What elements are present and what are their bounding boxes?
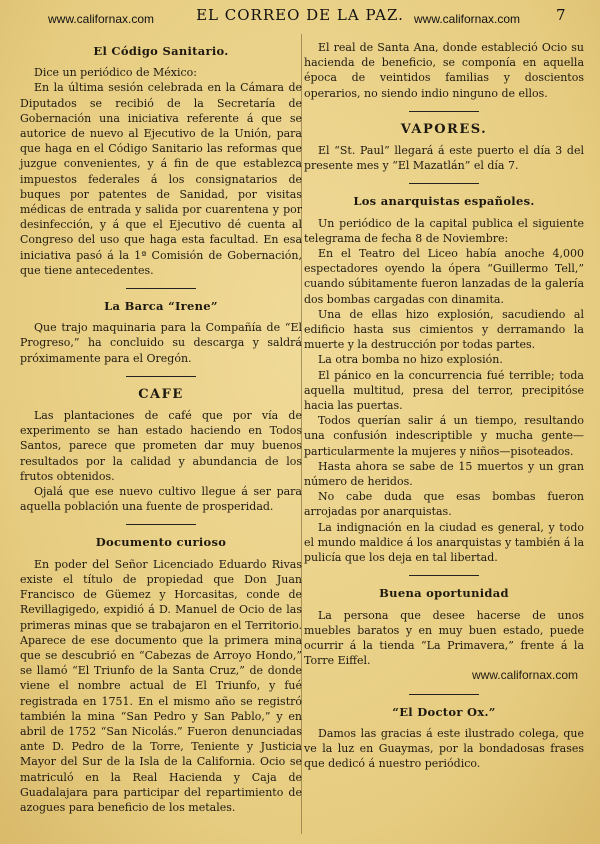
section-rule	[409, 575, 479, 576]
left-column	[20, 40, 302, 815]
article-paragraph: La otra bomba no hizo explosión.	[318, 353, 503, 367]
article-heading-documento: Documento curioso	[95, 535, 227, 550]
article-paragraph: Damos las gracias á este ilustrado colega, que ve la luz en Guaymas, por la bondadosas frases que dedicó á nuestro periódico.	[304, 726, 584, 771]
article-heading-barca: La Barca “Irene”	[104, 299, 218, 314]
section-rule	[409, 694, 479, 695]
section-rule	[126, 376, 196, 377]
article-paragraph: Hasta ahora se sabe de 15 muertos y un gran número de heridos.	[304, 459, 584, 489]
page-number: 7	[556, 6, 566, 24]
article-heading-codigo: El Código Sanitario.	[93, 44, 229, 58]
section-rule	[126, 288, 196, 289]
article-paragraph: La indignación en la ciudad es general, y todo el mundo maldice á los anarquistas y también á la pulicía que los deja en tal libertad.	[304, 520, 584, 565]
article-paragraph: Todos querían salir á un tiempo, resultando una confusión indescriptible y mucha gente—particularmente la mujeres y niños—pisoteados.	[304, 414, 584, 458]
article-paragraph: En el Teatro del Liceo había anoche 4,000 espectadores oyendo la ópera “Guillermo Tell,” cuando súbitamente fueron lanzadas de la galería dos bombas cargadas con dinamita.	[304, 247, 584, 306]
article-paragraph: Las plantaciones de café que por vía de experimento se han estado haciendo en Todos Santos, parece que prometen dar muy buenos resultados por la calidad y abundancia de los frutos obtenidos.	[20, 409, 302, 483]
section-rule	[126, 524, 196, 525]
newspaper-title: EL CORREO DE LA PAZ.	[196, 6, 404, 24]
article-paragraph: Un periódico de la capital publica el siguiente telegrama de fecha 8 de Noviembre:	[304, 216, 584, 245]
article-paragraph: Dice un periódico de México:	[34, 66, 197, 80]
article-paragraph: El “St. Paul” llegará á este puerto el día 3 del presente mes y “El Mazatlán” el día 7.	[304, 144, 584, 173]
article-paragraph: Que trajo maquinaria para la Compañía de “El Progreso,” ha concluido su descarga y saldrá próximamente para el Oregón.	[20, 321, 302, 365]
article-paragraph: El real de Santa Ana, donde estableció Ocio su hacienda de beneficio, se componía en aquella época de veintidos familias y doscientos operarios, no siendo indio ninguno de ellos.	[304, 41, 584, 100]
article-heading-anarquistas: Los anarquistas españoles.	[353, 194, 535, 209]
section-rule	[409, 111, 479, 112]
article-paragraph: La persona que desee hacerse de unos muebles baratos y en muy buen estado, puede ocurrir á la tienda “La Primavera,” frente á la Torre Eiffel.	[304, 608, 584, 668]
article-heading-doctor: “El Doctor Ox.”	[392, 704, 496, 719]
article-paragraph: Una de ellas hizo explosión, sacudiendo al edificio hasta sus cimientos y derramando la muerte y la destrucción por todas partes.	[304, 307, 584, 352]
article-heading-oportunidad: Buena oportunidad	[379, 586, 509, 601]
article-heading-vapores: VAPORES.	[400, 121, 488, 137]
article-paragraph: En la última sesión celebrada en la Cámara de Diputados se recibió de la Secretaría de Gobernación una iniciativa referente á que se autorice de nuevo al Ejecutivo de la Unión, para que haga en el Código Sanitario las reformas que juzgue convenientes, y á fin de que establezca impuestos federales á los consignatarios de buques por patentes de Sanidad, por visitas médicas de entrada y salida por cuarentena y por desinfección, y á que el Ejecutivo dé cuenta al Congreso del uso que haga esta facultad. En esa iniciativa pasó á la 1ª Comisión de Gobernación, que tiene antecedentes.	[20, 81, 302, 277]
page-header	[0, 4, 600, 30]
article-paragraph: En poder del Señor Licenciado Eduardo Rivas existe el título de propiedad que Don Juan Francisco de Güemez y Horcasitas, conde de Revillagigedo, expidió á D. Manuel de Ocio de las primeras minas que se trabajaron en el Territorio. Aparece de ese documento que la primera mina que se descubrió en “Cabezas de Arroyo Hondo,” se llamó “El Triunfo de la Santa Cruz,” de donde viene el nombre actual de El Triunfo, y fué registrada en 1751. En el mismo año se registró también la mina “San Pedro y San Pablo,” y en abril de 1752 “San Nicolás.” Fueron denunciadas ante D. Pedro de la Torre, Teniente y Justicia Mayor del Sur de la Isla de la California. Ocio se matriculó en la Real Hacienda y Caja de Guadalajara para participar del repartimiento de azogues para beneficio de los metales.	[20, 557, 302, 814]
header-url-right[interactable]: www.californax.com	[414, 12, 521, 26]
inline-url[interactable]: www.californax.com	[471, 668, 578, 683]
article-heading-cafe: CAFE	[138, 386, 184, 402]
article-paragraph: El pánico en la concurrencia fué terrible; toda aquella multitud, presa del terror, precipitóse hacia las puertas.	[304, 368, 584, 413]
article-paragraph: No cabe duda que esas bombas fueron arrojadas por anarquistas.	[304, 490, 584, 519]
header-url-left[interactable]: www.californax.com	[48, 12, 155, 26]
article-paragraph: Ojalá que ese nuevo cultivo llegue á ser para aquella población una fuente de prosperidad.	[20, 485, 302, 514]
section-rule	[409, 183, 479, 184]
right-column	[304, 40, 584, 771]
